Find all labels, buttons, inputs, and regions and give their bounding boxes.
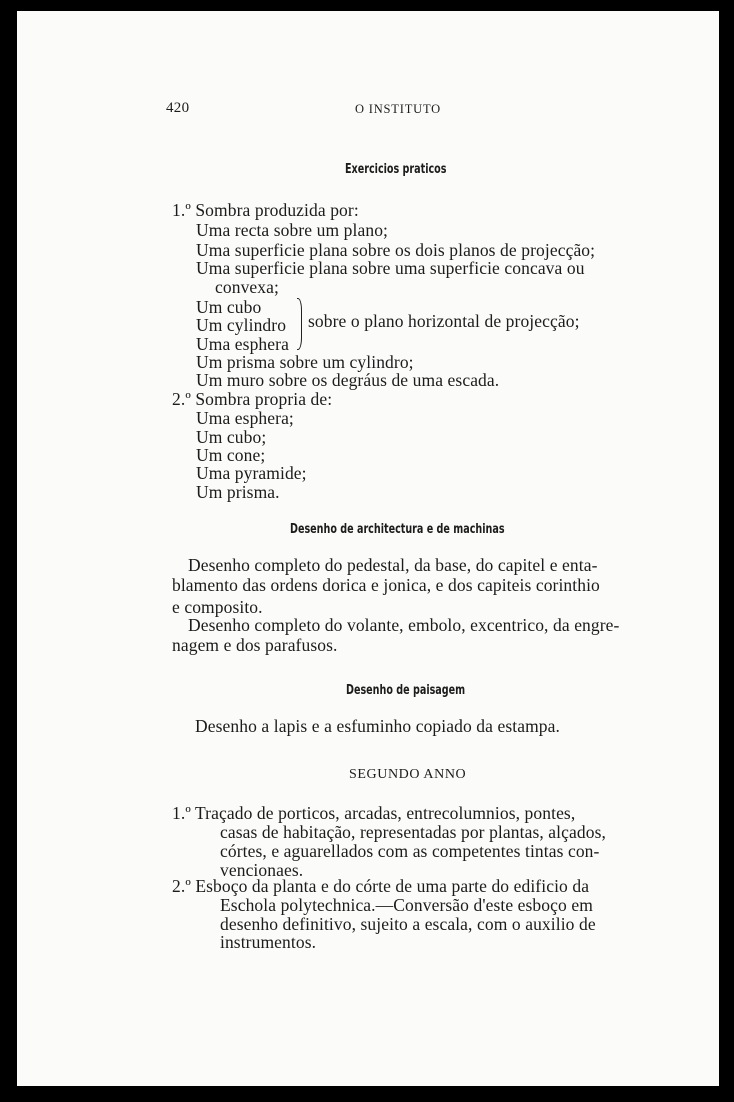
- section-heading-paisagem: Desenho de paisagem: [346, 683, 466, 698]
- text-line: Uma superficie plana sobre uma superficie concava ou: [196, 258, 585, 278]
- text-line: convexa;: [215, 277, 279, 297]
- text-line: 2.º Esboço da planta e do córte de uma parte do edificio da: [172, 876, 590, 896]
- section-heading-segundo-anno: SEGUNDO ANNO: [349, 767, 467, 782]
- text-line: Uma esphera;: [196, 408, 294, 428]
- text-line: 2.º Sombra propria de:: [172, 389, 333, 409]
- text-line: instrumentos.: [220, 932, 317, 952]
- text-line: desenho definitivo, sujeito a escala, com o auxilio de: [220, 914, 596, 934]
- text-line: Um cone;: [196, 445, 266, 465]
- brace: [297, 298, 302, 350]
- text-line: Um cylindro: [196, 315, 287, 335]
- text-line: Um cubo;: [196, 427, 267, 447]
- text-line: vencionaes.: [220, 860, 304, 880]
- running-title: O INSTITUTO: [355, 102, 441, 116]
- text-line: Uma superficie plana sobre os dois planos de projecção;: [196, 240, 596, 260]
- section-heading-exercicios: Exercicios praticos: [345, 162, 447, 177]
- text-line: e composito.: [172, 597, 263, 617]
- text-line: Desenho a lapis e a esfuminho copiado da estampa.: [195, 716, 560, 736]
- text-line: Desenho completo do pedestal, da base, do capitel e enta-: [188, 555, 598, 575]
- text-line: Um prisma.: [196, 482, 280, 502]
- text-line: Desenho completo do volante, embolo, excentrico, da engre-: [188, 615, 620, 635]
- page-number: 420: [166, 100, 190, 116]
- text-line: Um prisma sobre um cylindro;: [196, 352, 414, 372]
- text-line: casas de habitação, representadas por plantas, alçados,: [220, 822, 606, 842]
- text-line: Uma recta sobre um plano;: [196, 220, 389, 240]
- text-line: Uma esphera: [196, 334, 289, 354]
- text-line: nagem e dos parafusos.: [172, 635, 338, 655]
- text-line: sobre o plano horizontal de projecção;: [308, 311, 580, 331]
- text-line: córtes, e aguarellados com as competentes tintas con-: [220, 841, 600, 861]
- text-line: Um cubo: [196, 297, 262, 317]
- section-heading-architectura: Desenho de architectura e de machinas: [290, 522, 505, 537]
- text-line: Uma pyramide;: [196, 463, 307, 483]
- text-line: 1.º Sombra produzida por:: [172, 200, 359, 220]
- text-line: Eschola polytechnica.—Conversão d'este esboço em: [220, 895, 593, 915]
- text-line: Um muro sobre os degráus de uma escada.: [196, 370, 500, 390]
- text-line: 1.º Traçado de porticos, arcadas, entrecolumnios, pontes,: [172, 803, 576, 823]
- text-line: blamento das ordens dorica e jonica, e dos capiteis corinthio: [172, 575, 600, 595]
